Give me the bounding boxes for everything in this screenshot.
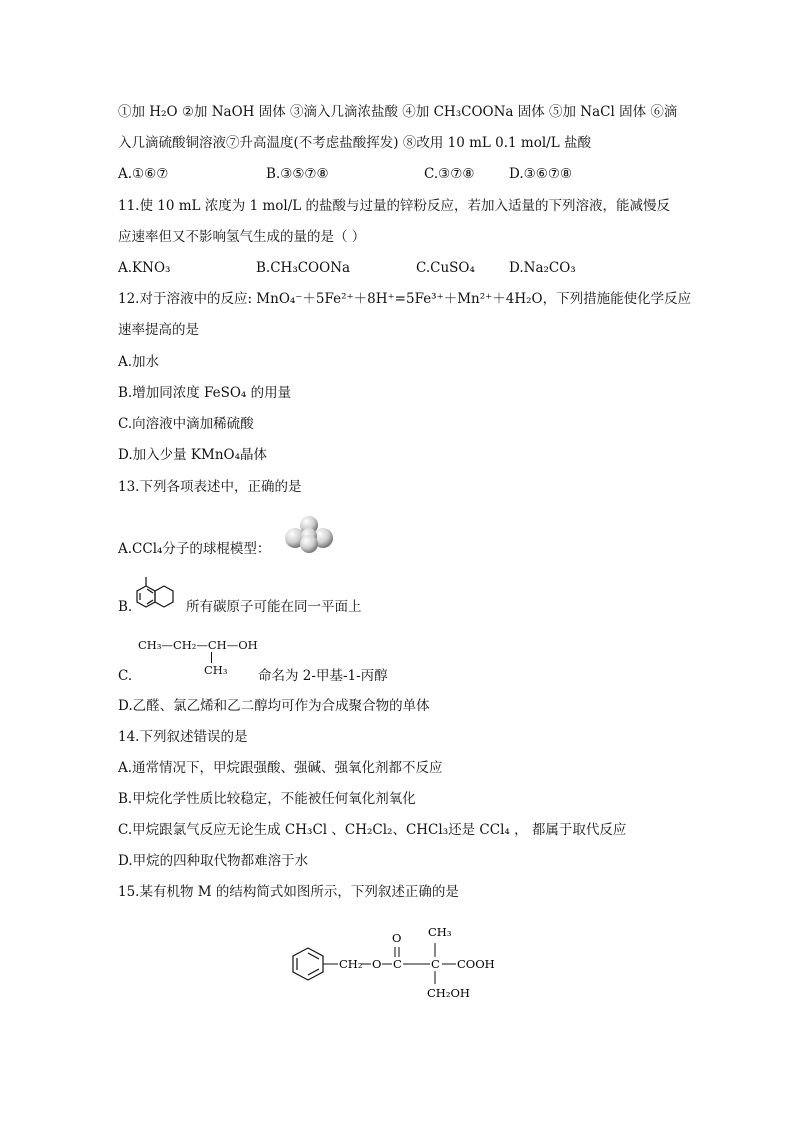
q13-option-c-label: C. (118, 668, 133, 684)
q10-option-d: D.③⑥⑦⑧ (509, 166, 573, 182)
q10-conditions-line2: 入几滴硫酸铜溶液⑦升高温度(不考虑盐酸挥发) ⑧改用 10 mL 0.1 mol/L 盐酸 (118, 135, 591, 151)
q12-stem-line1: 12.对于溶液中的反应: MnO₄⁻＋5Fe²⁺＋8H⁺=5Fe³⁺＋Mn²⁺＋4H₂O，下列措施能使化学反应 (118, 291, 692, 307)
q13-option-b-label: B. (118, 599, 133, 615)
q11-option-a: A.KNO₃ (118, 260, 171, 276)
q15-stem: 15.某有机物 M 的结构简式如图所示，下列叙述正确的是 (118, 884, 459, 900)
q12-option-a: A.加水 (118, 354, 160, 370)
q14-option-b: B.甲烷化学性质比较稳定，不能被任何氧化剂氧化 (118, 791, 416, 807)
q14-option-a: A.通常情况下，甲烷跟强酸、强碱、强氧化剂都不反应 (118, 760, 443, 776)
q12-option-c: C.向溶液中滴加稀硫酸 (118, 416, 254, 432)
q15-cooh: COOH (457, 957, 495, 971)
q11-option-b: B.CH₃COONa (256, 260, 351, 276)
ccl4-model-image (284, 514, 334, 554)
q10-conditions-line1: ①加 H₂O ②加 NaOH 固体 ③滴入几滴浓盐酸 ④加 CH₃COONa 固体 ⑤加 NaCl 固体 ⑥滴 (118, 104, 678, 120)
q14-option-d: D.甲烷的四种取代物都难溶于水 (118, 853, 309, 869)
tetralin-structure-image (130, 574, 180, 616)
q10-option-a: A.①⑥⑦ (118, 166, 169, 182)
q13-option-c-formula-main: CH₃—CH₂—CH—OH (138, 638, 258, 652)
q11-option-c: C.CuSO₄ (416, 260, 475, 276)
q14-stem: 14.下列叙述错误的是 (118, 729, 248, 745)
q15-c-center: C (431, 957, 440, 971)
q12-option-b: B.增加同浓度 FeSO₄ 的用量 (118, 385, 292, 401)
q10-option-b: B.③⑤⑦⑧ (266, 166, 329, 182)
compound-m-structure (286, 920, 516, 1002)
q11-option-d: D.Na₂CO₃ (509, 260, 576, 276)
q14-option-c: C.甲烷跟氯气反应无论生成 CH₃Cl 、CH₂Cl₂、CHCl₃还是 CCl₄ ， 都属于取代反应 (118, 822, 627, 838)
q15-ch3: CH₃ (428, 925, 452, 939)
q13-option-a: A.CCl₄分子的球棍模型： (118, 541, 271, 557)
q13-option-b-text: 所有碳原子可能在同一平面上 (186, 599, 362, 615)
q15-o-ether: O (372, 957, 382, 971)
q15-ch2oh: CH₂OH (427, 986, 470, 1000)
q15-o-carbonyl: O (392, 931, 402, 945)
q12-stem-line2: 速率提高的是 (118, 322, 199, 338)
benzene-ring-icon (293, 948, 323, 980)
q11-stem-line1: 11.使 10 mL 浓度为 1 mol/L 的盐酸与过量的锌粉反应，若加入适量的下列溶液，能减慢反 (118, 198, 671, 214)
q12-option-d: D.加入少量 KMnO₄晶体 (118, 447, 268, 463)
q15-c-carbonyl: C (393, 957, 402, 971)
q15-ch2: CH₂ (339, 957, 363, 971)
q13-option-c-text: 命名为 2-甲基-1-丙醇 (258, 668, 388, 684)
q10-option-c: C.③⑦⑧ (424, 166, 475, 182)
q13-option-d: D.乙醛、氯乙烯和乙二醇均可作为合成聚合物的单体 (118, 698, 430, 714)
q11-stem-line2: 应速率但又不影响氢气生成的量的是（ ） (118, 229, 366, 245)
q13-option-c-formula-branch: CH₃ (204, 663, 228, 677)
q13-stem: 13.下列各项表述中，正确的是 (118, 479, 302, 495)
